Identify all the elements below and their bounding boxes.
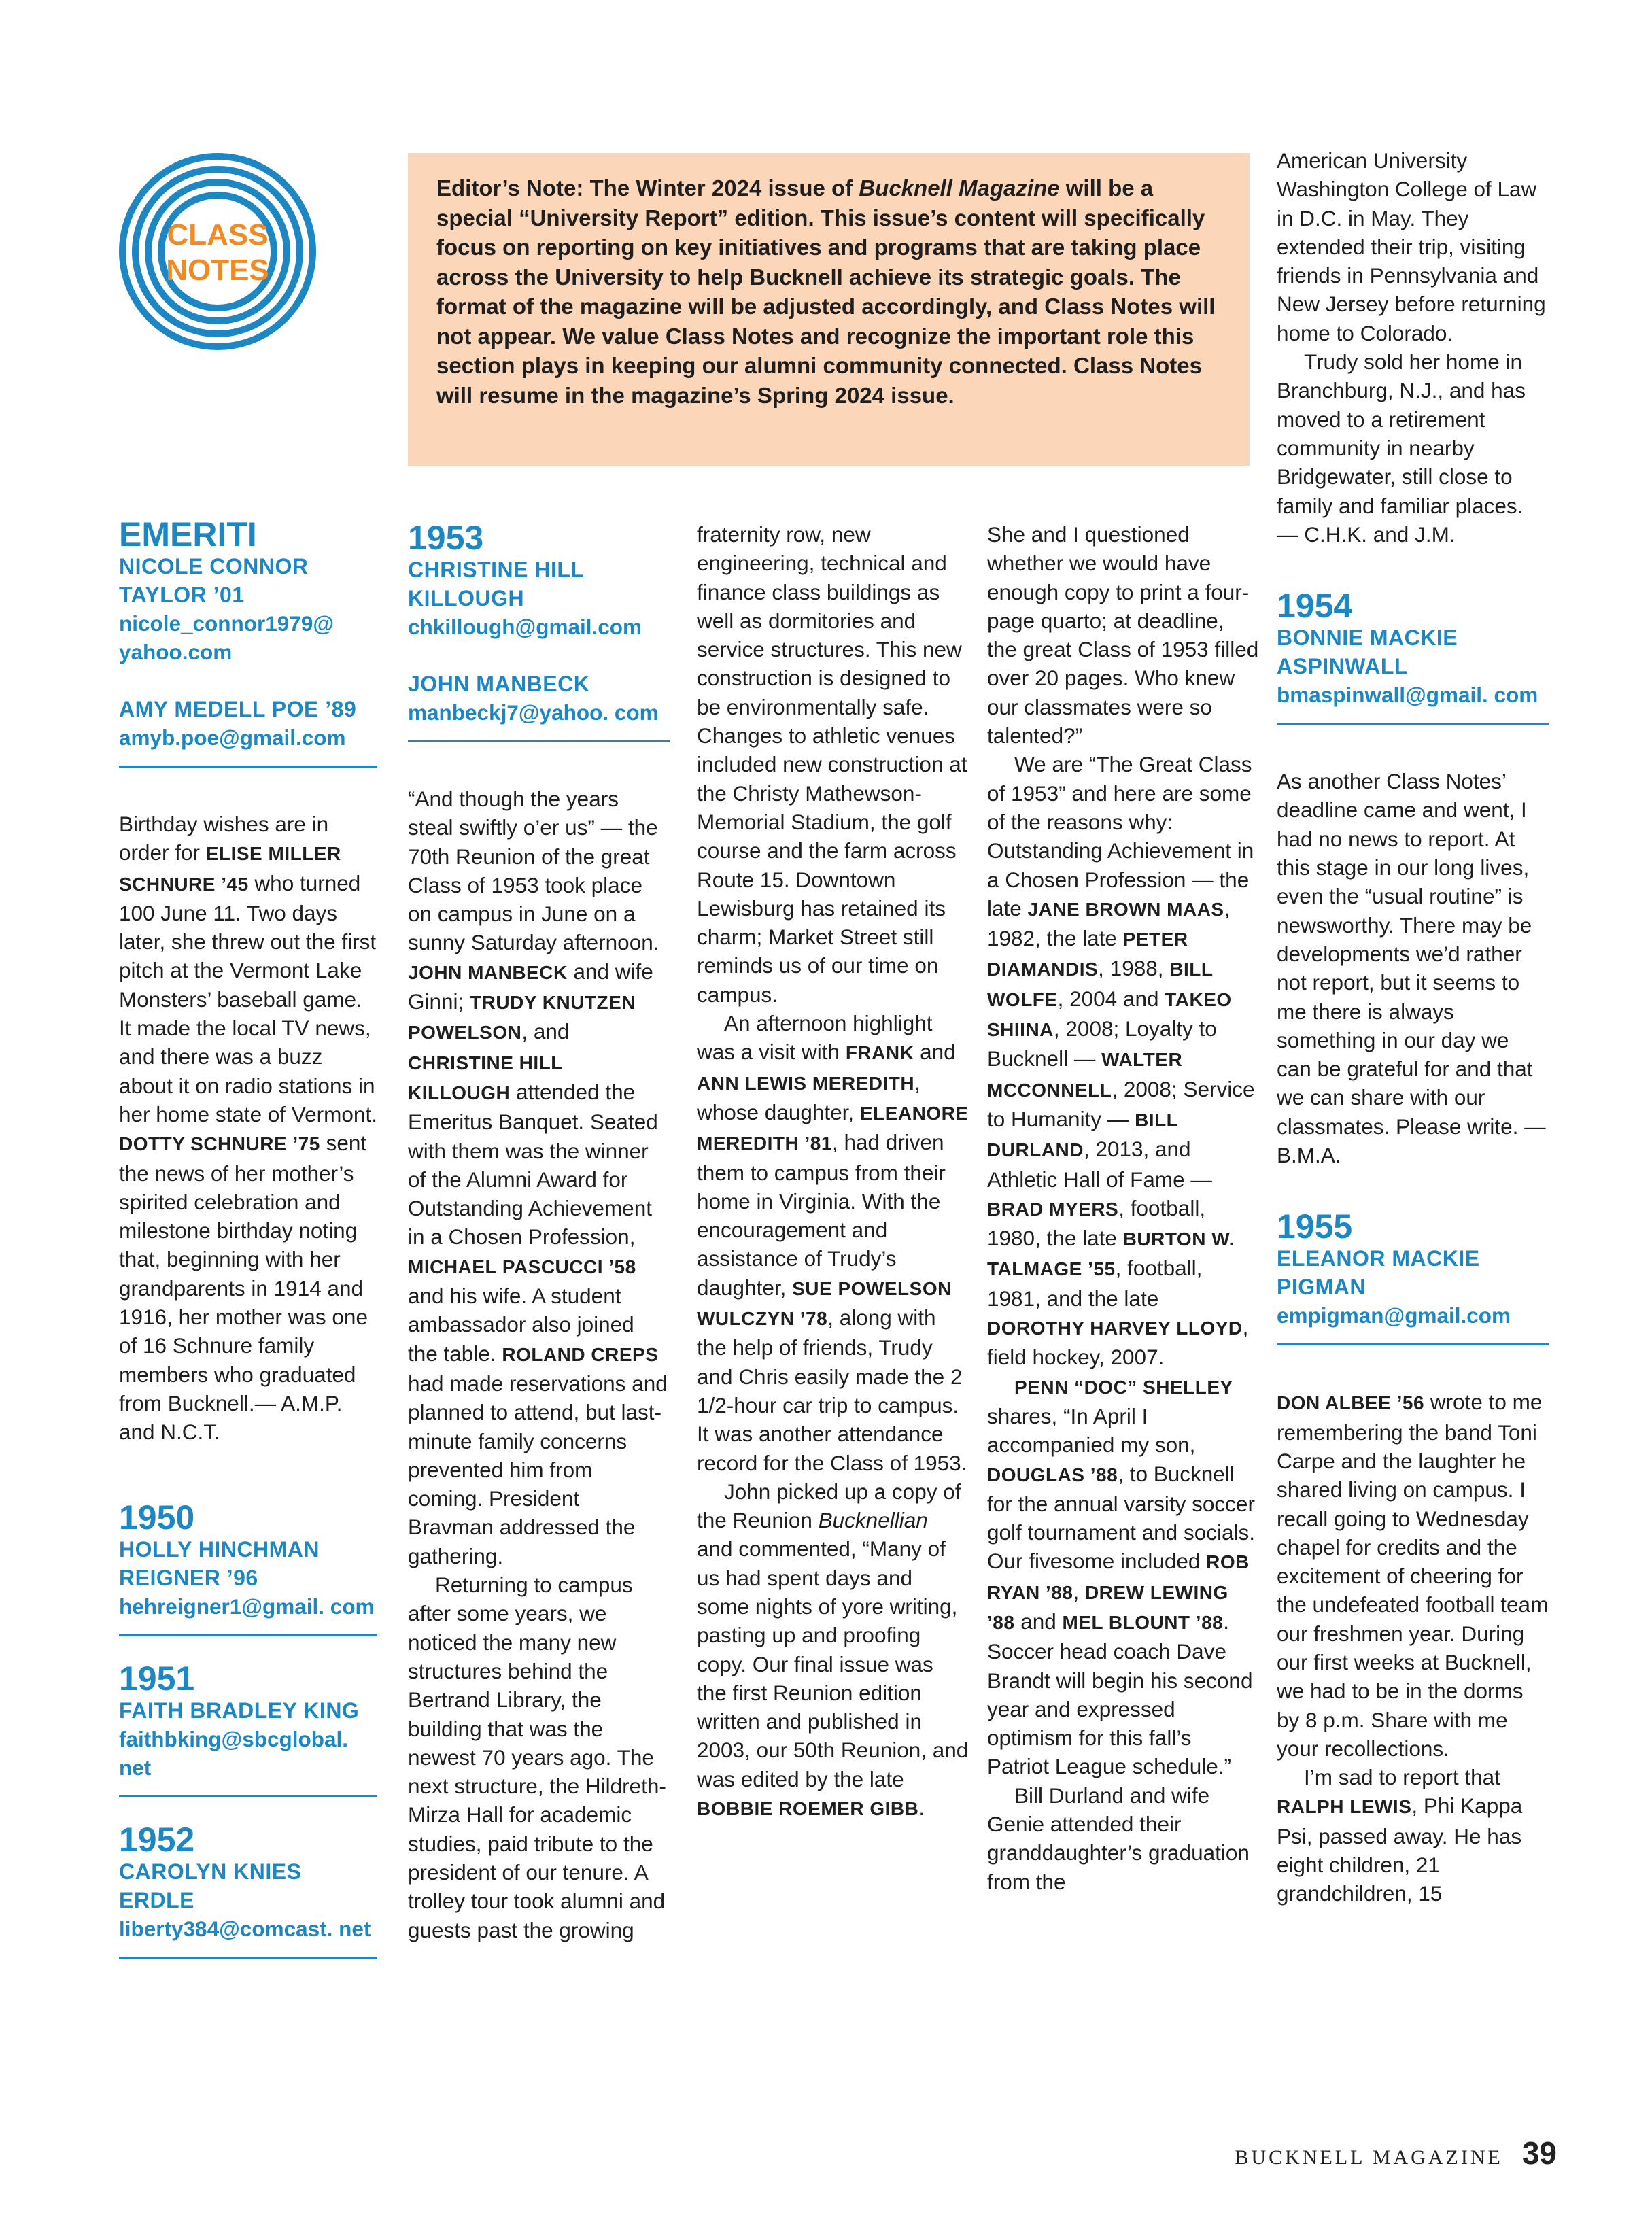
correspondent-email[interactable]: chkillough@gmail.com <box>408 615 642 639</box>
alumni-name: ELEANORE MEREDITH ’81 <box>697 1102 969 1154</box>
column-5 <box>1277 146 1549 1908</box>
section-divider <box>119 1795 377 1797</box>
alumni-name: BRAD MYERS <box>987 1198 1119 1220</box>
body-paragraph: John picked up a copy of the Reunion Bucknellian and commented, “Many of us had spent days and some nights of yore writing, pasting up and proofing copy. Our final issue was the first Reunion edition written and published in 2003, our 50th Reunion, and was edited by the late BOBBIE ROEMER GIBB. <box>697 1479 969 1821</box>
correspondent-name: BONNIE MACKIE ASPINWALL <box>1277 625 1458 679</box>
correspondent-name: HOLLY HINCHMAN REIGNER ’96 <box>119 1536 320 1590</box>
body-paragraph: DON ALBEE ’56 wrote to me remembering the band Toni Carpe and the laughter he shared living on campus. I recall going to Wednesday chapel for credits and the excitement of cheering for the undefeated football team our freshmen year. During our first weeks at Bucknell, we had to be in the dorms by 8 p.m. Share with me your recollections. <box>1277 1390 1549 1761</box>
alumni-name: BOBBIE ROEMER GIBB <box>697 1798 919 1820</box>
body-paragraph: Trudy sold her home in Branchburg, N.J., and has moved to a retirement community in nearby Bridgewater, still close to family and familiar places. — C.H.K. and J.M. <box>1277 349 1526 547</box>
section-heading-1954: 1954 <box>1277 587 1353 625</box>
column-3 <box>697 520 969 1823</box>
correspondent-name: NICOLE CONNOR TAYLOR ’01 <box>119 554 309 607</box>
correspondent-email[interactable]: liberty384@comcast. net <box>119 1916 371 1941</box>
body-paragraph: fraternity row, new engineering, technical and finance class buildings as well as dormitories and service structures. This new construction is designed to be environmentally safe. Changes to athletic venues included new construction at the Christy Mathewson-Memorial Stadium, the golf course and the farm across Route 15. Downtown Lewisburg has retained its charm; Market Street still reminds us of our time on campus. <box>697 522 967 1007</box>
section-heading-1953: 1953 <box>408 519 484 557</box>
alumni-name: DOTTY SCHNURE ’75 <box>119 1133 320 1155</box>
correspondent-email[interactable]: nicole_connor1979@ yahoo.com <box>119 611 334 664</box>
alumni-name: TRUDY KNUTZEN POWELSON <box>408 992 636 1044</box>
alumni-name: ELISE MILLER SCHNURE ’45 <box>119 843 341 895</box>
correspondent-name: FAITH BRADLEY KING <box>119 1698 360 1723</box>
section-divider <box>119 766 377 768</box>
section-divider <box>408 740 670 742</box>
editors-note-text-2: will be a special “University Report” edition. This issue’s content will specifically focus on reporting on key initiatives and programs that are taking place across the University to help Bucknell achieve its strategic goals. The format of the magazine will be adjusted accordingly, and Class Notes will not appear. We value Class Notes and recognize the important role this section plays in keeping our alumni community connected. Class Notes will resume in the magazine’s Spring 2024 issue. <box>436 175 1216 408</box>
alumni-name: ANN LEWIS MEREDITH <box>697 1072 915 1094</box>
correspondent-name: CAROLYN KNIES ERDLE <box>119 1859 302 1912</box>
page-number: 39 <box>1521 2135 1557 2171</box>
body-paragraph: As another Class Notes’ deadline came and went, I had no news to report. At this stage in our long lives, even the “usual routine” is newsworthy. There may be developments we’d rather not report, but it seems to me there is always something in our day we can be grateful for and that we can share with our classmates. Please write. — B.M.A. <box>1277 769 1546 1168</box>
section-divider <box>1277 723 1549 725</box>
alumni-name: BILL DURLAND <box>987 1109 1178 1161</box>
alumni-name: ROB RYAN ’88 <box>987 1551 1250 1603</box>
correspondent-email[interactable]: amyb.poe@gmail.com <box>119 725 346 750</box>
alumni-name: SUE POWELSON WULCZYN ’78 <box>697 1277 952 1330</box>
correspondent-name: ELEANOR MACKIE PIGMAN <box>1277 1246 1480 1300</box>
section-heading-1952: 1952 <box>119 1820 195 1859</box>
alumni-name: BURTON W. TALMAGE ’55 <box>987 1228 1235 1280</box>
class-notes-rings <box>116 150 320 354</box>
body-paragraph: Bill Durland and wife Genie attended their granddaughter’s graduation from the <box>987 1783 1250 1894</box>
section-heading-1950: 1950 <box>119 1498 195 1536</box>
alumni-name: WALTER MCCONNELL <box>987 1049 1183 1101</box>
alumni-name: JANE BROWN MAAS <box>1027 898 1224 920</box>
alumni-name: MEL BLOUNT ’88 <box>1062 1611 1224 1633</box>
alumni-name: PENN “DOC” SHELLEY <box>1014 1376 1233 1398</box>
body-paragraph: “And though the years steal swiftly o’er us” — the 70th Reunion of the great Class of 1953 took place on campus in June on a sunny Saturday afternoon. JOHN MANBECK and wife Ginni; TRUDY KNUTZEN POWELSON, and CHRISTINE HILL KILLOUGH attended the Emeritus Banquet. Seated with them was the winner of the Alumni Award for Outstanding Achievement in a Chosen Profession, MICHAEL PASCUCCI ’58 and his wife. A student ambassador also joined the table. ROLAND CREPS had made reservations and planned to attend, but last-minute family concerns prevented him from coming. President Bravman addressed the gathering. <box>408 787 668 1568</box>
correspondent-email[interactable]: empigman@gmail.com <box>1277 1303 1511 1328</box>
magazine-name: BUCKNELL MAGAZINE <box>1235 2146 1503 2169</box>
correspondent-email[interactable]: faithbking@sbcglobal. net <box>119 1726 348 1780</box>
section-heading-1955: 1955 <box>1277 1207 1353 1246</box>
class-notes-logo <box>116 150 320 354</box>
editors-note-label: Editor’s Note: <box>436 175 584 201</box>
section-heading-1951: 1951 <box>119 1659 195 1698</box>
alumni-name: MICHAEL PASCUCCI ’58 <box>408 1256 636 1277</box>
body-paragraph: Returning to campus after some years, we noticed the many new structures behind the Bertrand Library, the building that was the newest 70 years ago. The next structure, the Hildreth-Mirza Hall for academic studies, paid tribute to the president of our tenure. A trolley tour took alumni and guests past the growing <box>408 1572 666 1942</box>
section-divider <box>119 1634 377 1636</box>
alumni-name: ROLAND CREPS <box>502 1343 659 1365</box>
correspondent-name: AMY MEDELL POE ’89 <box>119 697 357 721</box>
emeriti-body: Birthday wishes are in order for ELISE MILLER SCHNURE ’45 who turned 100 June 11. Two days later, she threw out the first pitch at the Vermont Lake Monsters’ baseball game. It made the local TV news, and there was a buzz about it on radio stations in her home state of Vermont. DOTTY SCHNURE ’75 sent the news of her mother’s spirited celebration and milestone birthday noting that, beginning with her grandparents in 1914 and 1916, her mother was one of 16 Schnure family members who graduated from Bucknell.— A.M.P. and N.C.T. <box>119 812 377 1445</box>
body-paragraph: An afternoon highlight was a visit with FRANK and ANN LEWIS MEREDITH, whose daughter, ELEANORE MEREDITH ’81, had driven them to campus from their home in Virginia. With the encouragement and assistance of Trudy’s daughter, SUE POWELSON WULCZYN ’78, along with the help of friends, Trudy and Chris easily made the 2 1/2-hour car trip to campus. It was another attendance record for the Class of 1953. <box>697 1011 969 1475</box>
correspondent-email[interactable]: hehreigner1@gmail. com <box>119 1594 375 1619</box>
alumni-name: DOROTHY HARVEY LLOYD <box>987 1318 1243 1339</box>
page-footer <box>1235 2135 1557 2171</box>
body-paragraph: PENN “DOC” SHELLEY shares, “In April I accompanied my son, DOUGLAS ’88, to Bucknell for the annual varsity soccer golf tournament and socials. Our fivesome included ROB RYAN ’88, DREW LEWING ’88 and MEL BLOUNT ’88. Soccer head coach Dave Brandt will begin his second year and expressed optimism for this fall’s Patriot League schedule.” <box>987 1376 1255 1779</box>
alumni-name: DOUGLAS ’88 <box>987 1464 1118 1485</box>
alumni-name: RALPH LEWIS <box>1277 1796 1412 1818</box>
body-paragraph: She and I questioned whether we would have enough copy to print a four-page quarto; at deadline, the great Class of 1953 filled over 20 pages. Who knew our classmates were so talented?” <box>987 522 1259 749</box>
section-divider <box>1277 1343 1549 1345</box>
correspondent-name: JOHN MANBECK <box>408 672 590 696</box>
section-divider <box>119 1957 377 1959</box>
editors-note-magazine: Bucknell Magazine <box>859 175 1060 201</box>
alumni-name: BILL WOLFE <box>987 959 1213 1010</box>
alumni-name: CHRISTINE HILL KILLOUGH <box>408 1052 563 1103</box>
logo-line1: CLASS <box>167 218 269 252</box>
alumni-name: DON ALBEE ’56 <box>1277 1392 1425 1414</box>
body-paragraph: American University Washington College of Law in D.C. in May. They extended their trip, visiting friends in Pennsylvania and New Jersey before returning home to Colorado. <box>1277 148 1546 345</box>
column-1 <box>119 517 377 1959</box>
correspondent-email[interactable]: manbeckj7@yahoo. com <box>408 700 659 725</box>
body-paragraph: I’m sad to report that RALPH LEWIS, Phi Kappa Psi, passed away. He has eight children, 21 grandchildren, 15 <box>1277 1765 1523 1906</box>
column-2 <box>408 520 670 1944</box>
editors-note-text-1: The Winter 2024 issue of <box>583 175 859 201</box>
alumni-name: JOHN MANBECK <box>408 961 568 983</box>
body-paragraph: We are “The Great Class of 1953” and here are some of the reasons why: Outstanding Achievement in a Chosen Profession — the late JANE BROWN MAAS, 1982, the late PETER DIAMANDIS, 1988, BILL WOLFE, 2004 and TAKEO SHIINA, 2008; Loyalty to Bucknell — WALTER MCCONNELL, 2008; Service to Humanity — BILL DURLAND, 2013, and Athletic Hall of Fame — BRAD MYERS, football, 1980, the late BURTON W. TALMAGE ’55, football, 1981, and the late DOROTHY HARVEY LLOYD, field hockey, 2007. <box>987 752 1255 1370</box>
alumni-name: TAKEO SHIINA <box>987 988 1232 1041</box>
column-4 <box>987 520 1259 1896</box>
alumni-name: DREW LEWING ’88 <box>987 1581 1228 1633</box>
alumni-name: FRANK <box>845 1042 914 1064</box>
correspondent-name: CHRISTINE HILL KILLOUGH <box>408 557 584 610</box>
logo-line2: NOTES <box>166 254 269 287</box>
alumni-name: PETER DIAMANDIS <box>987 929 1188 980</box>
correspondent-email[interactable]: bmaspinwall@gmail. com <box>1277 683 1538 708</box>
editors-note-box <box>408 153 1250 466</box>
section-heading-emeriti: EMERITI <box>119 515 257 553</box>
